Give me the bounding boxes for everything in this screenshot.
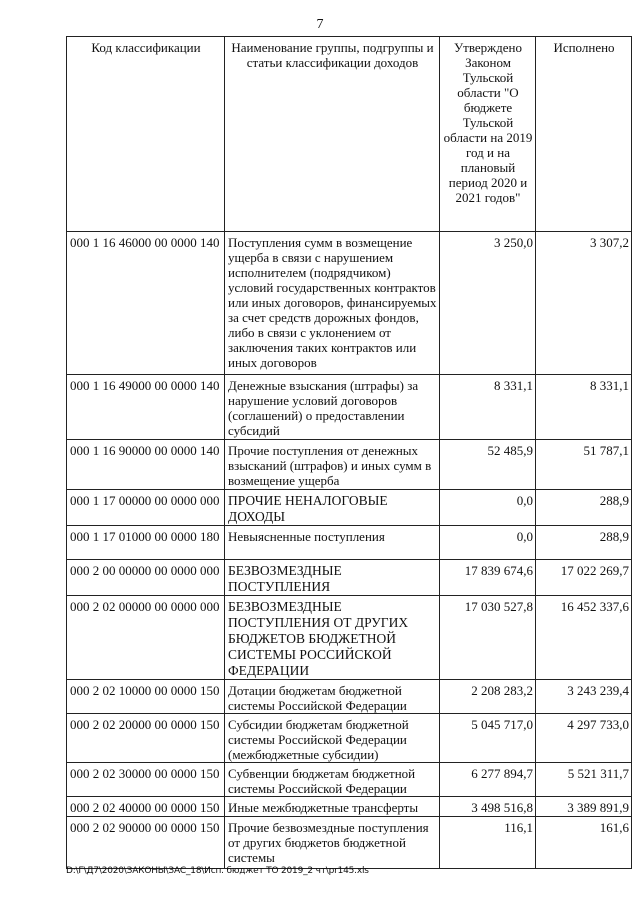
row-approved: 5 045 717,0 [440, 714, 536, 763]
table-row [67, 490, 632, 526]
row-name: Поступления сумм в возмещение ущерба в связи с нарушением исполнителем (подрядчиком) условий государственных контрактов или иных договоров, финансируемых за счет средств дорожных фондов, либо в связи с уклонением от заключения таких контрактов или иных договоров [225, 232, 440, 375]
row-executed: 16 452 337,6 [536, 596, 632, 680]
row-approved: 3 498 516,8 [440, 797, 536, 817]
row-executed: 3 243 239,4 [536, 680, 632, 714]
row-name: Прочие безвозмездные поступления от других бюджетов бюджетной системы [225, 817, 440, 869]
table-row [67, 596, 632, 680]
row-executed: 288,9 [536, 490, 632, 526]
header-code: Код классификации [67, 37, 225, 232]
row-executed: 17 022 269,7 [536, 560, 632, 596]
table-row [67, 797, 632, 817]
header-name: Наименование группы, подгруппы и статьи классификации доходов [225, 37, 440, 232]
row-approved: 3 250,0 [440, 232, 536, 375]
row-name: Субсидии бюджетам бюджетной системы Российской Федерации (межбюджетные субсидии) [225, 714, 440, 763]
row-code: 000 2 00 00000 00 0000 000 [67, 560, 225, 596]
row-code: 000 1 16 49000 00 0000 140 [67, 375, 225, 440]
row-approved: 52 485,9 [440, 440, 536, 490]
row-name: Иные межбюджетные трансферты [225, 797, 440, 817]
row-code: 000 2 02 90000 00 0000 150 [67, 817, 225, 869]
table-row [67, 817, 632, 869]
row-code: 000 1 16 90000 00 0000 140 [67, 440, 225, 490]
row-name: Дотации бюджетам бюджетной системы Российской Федерации [225, 680, 440, 714]
row-approved: 0,0 [440, 526, 536, 560]
row-code: 000 1 17 01000 00 0000 180 [67, 526, 225, 560]
row-executed: 161,6 [536, 817, 632, 869]
table-row [67, 560, 632, 596]
row-executed: 288,9 [536, 526, 632, 560]
table-row [67, 714, 632, 763]
header-approved: Утверждено Законом Тульской области "О бюджете Тульской области на 2019 год и на плановый период 2020 и 2021 годов" [440, 37, 536, 232]
row-code: 000 2 02 40000 00 0000 150 [67, 797, 225, 817]
row-approved: 17 030 527,8 [440, 596, 536, 680]
row-name: Субвенции бюджетам бюджетной системы Российской Федерации [225, 763, 440, 797]
row-approved: 0,0 [440, 490, 536, 526]
row-code: 000 2 02 00000 00 0000 000 [67, 596, 225, 680]
page-number: 7 [316, 17, 324, 32]
row-name: Прочие поступления от денежных взысканий (штрафов) и иных сумм в возмещение ущерба [225, 440, 440, 490]
row-code: 000 1 16 46000 00 0000 140 [67, 232, 225, 375]
row-approved: 116,1 [440, 817, 536, 869]
row-approved: 6 277 894,7 [440, 763, 536, 797]
row-code: 000 2 02 30000 00 0000 150 [67, 763, 225, 797]
row-name: БЕЗВОЗМЕЗДНЫЕ ПОСТУПЛЕНИЯ ОТ ДРУГИХ БЮДЖЕТОВ БЮДЖЕТНОЙ СИСТЕМЫ РОССИЙСКОЙ ФЕДЕРАЦИИ [225, 596, 440, 680]
row-executed: 4 297 733,0 [536, 714, 632, 763]
row-code: 000 1 17 00000 00 0000 000 [67, 490, 225, 526]
table-row [67, 763, 632, 797]
table-header-row [67, 37, 632, 232]
table-row [67, 440, 632, 490]
file-path-footer: D:\Г\Д7\2020\ЗАКОНЫ\ЗАС_18\Исп. бюджет ТО 2019_2 чт\pr145.xls [66, 866, 369, 876]
table-row [67, 232, 632, 375]
row-executed: 5 521 311,7 [536, 763, 632, 797]
row-code: 000 2 02 20000 00 0000 150 [67, 714, 225, 763]
row-executed: 3 307,2 [536, 232, 632, 375]
row-name: БЕЗВОЗМЕЗДНЫЕ ПОСТУПЛЕНИЯ [225, 560, 440, 596]
row-executed: 51 787,1 [536, 440, 632, 490]
row-approved: 2 208 283,2 [440, 680, 536, 714]
row-name: Денежные взыскания (штрафы) за нарушение условий договоров (соглашений) о предоставлении субсидий [225, 375, 440, 440]
table-row [67, 680, 632, 714]
row-code: 000 2 02 10000 00 0000 150 [67, 680, 225, 714]
table-row [67, 526, 632, 560]
row-name: Невыясненные поступления [225, 526, 440, 560]
row-executed: 8 331,1 [536, 375, 632, 440]
table-row [67, 375, 632, 440]
row-executed: 3 389 891,9 [536, 797, 632, 817]
row-name: ПРОЧИЕ НЕНАЛОГОВЫЕ ДОХОДЫ [225, 490, 440, 526]
revenue-table [66, 36, 632, 869]
row-approved: 17 839 674,6 [440, 560, 536, 596]
row-approved: 8 331,1 [440, 375, 536, 440]
header-executed: Исполнено [536, 37, 632, 232]
